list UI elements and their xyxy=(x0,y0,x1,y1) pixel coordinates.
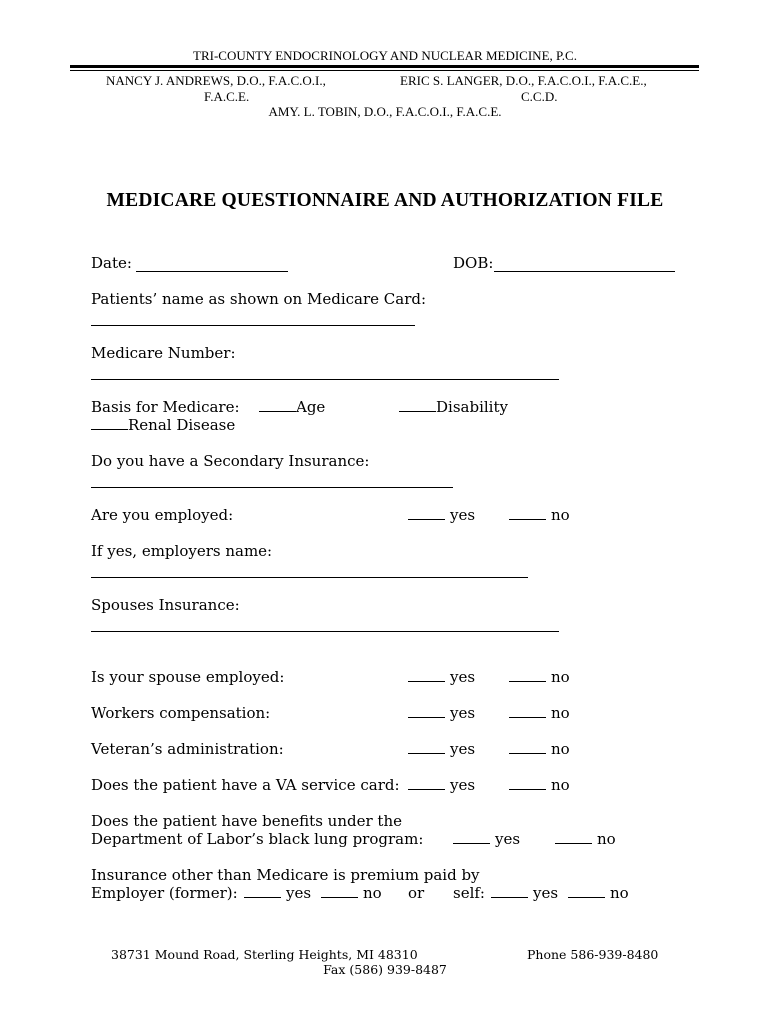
employed-no-blank[interactable] xyxy=(509,519,546,520)
workers-comp-yes-blank[interactable] xyxy=(408,717,445,718)
spouse-employed-yes-blank[interactable] xyxy=(408,681,445,682)
date-field[interactable] xyxy=(136,271,288,272)
basis-renal-option[interactable] xyxy=(91,416,235,434)
employed-yes-blank[interactable] xyxy=(408,519,445,520)
va-card-label: Does the patient have a VA service card: xyxy=(91,776,400,794)
form-title: MEDICARE QUESTIONNAIRE AND AUTHORIZATION FILE xyxy=(106,190,664,211)
black-lung-no-label: no xyxy=(597,830,616,848)
employed-no-label: no xyxy=(551,506,570,524)
date-label: Date: xyxy=(91,254,132,272)
basis-renal-label: Renal Disease xyxy=(128,416,236,434)
basis-age-option[interactable] xyxy=(259,398,325,416)
black-lung-label-line2: Department of Labor’s black lung program: xyxy=(91,830,424,848)
employed-yes-label: yes xyxy=(450,506,476,524)
spouse-employed-yes[interactable] xyxy=(408,668,475,686)
premium-self-no[interactable] xyxy=(568,884,629,902)
secondary-insurance-label: Do you have a Secondary Insurance: xyxy=(91,452,370,470)
veterans-no-label: no xyxy=(551,740,570,758)
workers-comp-no-blank[interactable] xyxy=(509,717,546,718)
veterans-yes-label: yes xyxy=(450,740,476,758)
employer-name-label: If yes, employers name: xyxy=(91,542,273,560)
workers-comp-yes-label: yes xyxy=(450,704,476,722)
premium-employer-yes-label: yes xyxy=(286,884,312,902)
dob-label: DOB: xyxy=(453,254,494,272)
workers-comp-no-label: no xyxy=(551,704,570,722)
premium-self-no-label: no xyxy=(610,884,629,902)
basis-age-label: Age xyxy=(296,398,326,416)
premium-employer-no-blank[interactable] xyxy=(321,897,358,898)
premium-employer-no[interactable] xyxy=(321,884,382,902)
doctor-langer-line2: C.C.D. xyxy=(521,89,558,104)
header-rule-thin xyxy=(70,70,699,71)
black-lung-label-line1: Does the patient have benefits under the xyxy=(91,812,402,830)
basis-age-blank[interactable] xyxy=(259,411,296,412)
basis-renal-blank[interactable] xyxy=(91,429,128,430)
black-lung-no-blank[interactable] xyxy=(555,843,592,844)
veterans-no-blank[interactable] xyxy=(509,753,546,754)
workers-comp-no[interactable] xyxy=(509,704,570,722)
va-card-yes-blank[interactable] xyxy=(408,789,445,790)
black-lung-yes-label: yes xyxy=(495,830,521,848)
footer-phone: Phone 586-939-8480 xyxy=(527,947,659,962)
medicare-number-label: Medicare Number: xyxy=(91,344,236,362)
medicare-number-field[interactable] xyxy=(91,379,559,380)
premium-self-yes-blank[interactable] xyxy=(491,897,528,898)
doctor-andrews-line1: NANCY J. ANDREWS, D.O., F.A.C.O.I., xyxy=(106,73,326,88)
footer-address: 38731 Mound Road, Sterling Heights, MI 48310 xyxy=(111,947,418,962)
spouse-employed-no-blank[interactable] xyxy=(509,681,546,682)
workers-comp-label: Workers compensation: xyxy=(91,704,271,722)
premium-self-no-blank[interactable] xyxy=(568,897,605,898)
veterans-yes-blank[interactable] xyxy=(408,753,445,754)
va-card-yes-label: yes xyxy=(450,776,476,794)
spouse-insurance-field[interactable] xyxy=(91,631,559,632)
employed-yes[interactable] xyxy=(408,506,475,524)
veterans-yes[interactable] xyxy=(408,740,475,758)
va-card-yes[interactable] xyxy=(408,776,475,794)
veterans-label: Veteran’s administration: xyxy=(91,740,284,758)
footer-fax: Fax (586) 939-8487 xyxy=(323,962,447,977)
premium-self-label: self: xyxy=(453,884,485,902)
premium-self-yes[interactable] xyxy=(491,884,558,902)
va-card-no-blank[interactable] xyxy=(509,789,546,790)
basis-disability-option[interactable] xyxy=(399,398,508,416)
black-lung-yes-blank[interactable] xyxy=(453,843,490,844)
veterans-no[interactable] xyxy=(509,740,570,758)
spouse-employed-no[interactable] xyxy=(509,668,570,686)
doctor-andrews-line2: F.A.C.E. xyxy=(204,89,250,104)
va-card-no-label: no xyxy=(551,776,570,794)
spouse-insurance-label: Spouses Insurance: xyxy=(91,596,240,614)
employed-label: Are you employed: xyxy=(91,506,234,524)
workers-comp-yes[interactable] xyxy=(408,704,475,722)
employer-name-field[interactable] xyxy=(91,577,528,578)
header-rule-thick xyxy=(70,65,699,68)
va-card-no[interactable] xyxy=(509,776,570,794)
doctor-tobin: AMY. L. TOBIN, D.O., F.A.C.O.I., F.A.C.E. xyxy=(268,104,502,119)
basis-disability-label: Disability xyxy=(436,398,508,416)
premium-employer-yes-blank[interactable] xyxy=(244,897,281,898)
black-lung-no[interactable] xyxy=(555,830,616,848)
premium-employer-yes[interactable] xyxy=(244,884,311,902)
patient-name-field[interactable] xyxy=(91,325,415,326)
spouse-employed-yes-label: yes xyxy=(450,668,476,686)
secondary-insurance-field[interactable] xyxy=(91,487,453,488)
premium-or-label: or xyxy=(408,884,425,902)
basis-label: Basis for Medicare: xyxy=(91,398,240,416)
spouse-employed-label: Is your spouse employed: xyxy=(91,668,285,686)
premium-label-line1: Insurance other than Medicare is premium paid by xyxy=(91,866,480,884)
doctor-langer-line1: ERIC S. LANGER, D.O., F.A.C.O.I., F.A.C.E., xyxy=(400,73,647,88)
black-lung-yes[interactable] xyxy=(453,830,520,848)
practice-name: TRI-COUNTY ENDOCRINOLOGY AND NUCLEAR MEDICINE, P.C. xyxy=(193,48,577,63)
dob-field[interactable] xyxy=(494,271,675,272)
spouse-employed-no-label: no xyxy=(551,668,570,686)
employed-no[interactable] xyxy=(509,506,570,524)
patient-name-label: Patients’ name as shown on Medicare Card: xyxy=(91,290,427,308)
premium-employer-no-label: no xyxy=(363,884,382,902)
basis-disability-blank[interactable] xyxy=(399,411,436,412)
premium-employer-label: Employer (former): xyxy=(91,884,238,902)
premium-self-yes-label: yes xyxy=(533,884,559,902)
